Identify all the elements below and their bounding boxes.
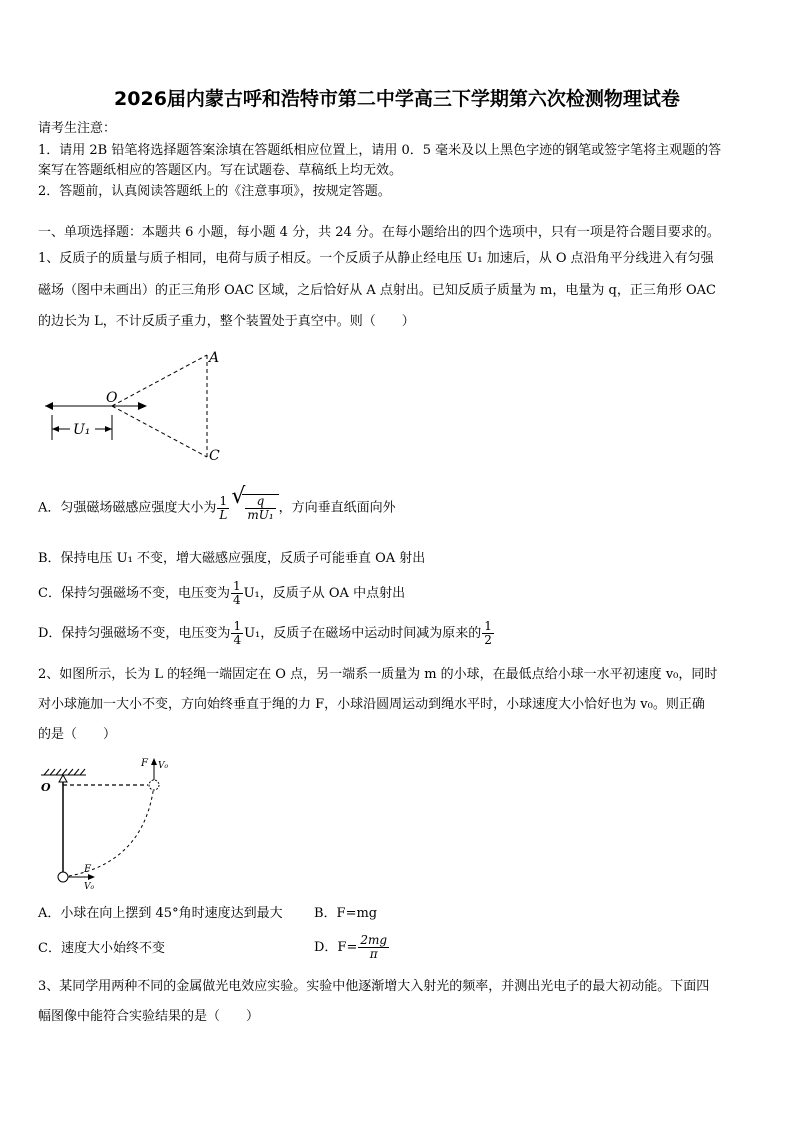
q2-line-1: 2、如图所示，长为 L 的轻绳一端固定在 O 点，另一端系一质量为 m 的小球，在最低点给小球一水平初速度 v₀，同时 <box>38 667 718 682</box>
fig2-label-f-bottom: F <box>84 864 91 875</box>
fig1-label-o: O <box>106 390 118 406</box>
section-heading: 一、单项选择题：本题共 6 小题，每小题 4 分，共 24 分。在每小题给出的四个选项中，只有一项是符合题目要求的。 <box>38 225 720 240</box>
q1-line-3: 的边长为 L，不计反质子重力，整个装置处于真空中。则（ ） <box>38 314 415 329</box>
q1-option-a: A．匀强磁场磁感应强度大小为 $\frac{1}{L}$ √ $\frac{q}{\text{mU₁}}$ ，方向垂直纸面向外 <box>38 494 396 522</box>
q2-option-d: D．F= $\frac{2mg}{\pi}$ <box>314 933 388 961</box>
notice-heading: 请考生注意： <box>38 121 117 136</box>
fig1-label-c: C <box>209 448 220 464</box>
page-title: 2026届内蒙古呼和浩特市第二中学高三下学期第六次检测物理试卷 <box>114 88 680 110</box>
fig1-label-a: A <box>209 350 220 366</box>
fig2-label-o: O <box>41 781 51 794</box>
q1-line-2: 磁场（图中未画出）的正三角形 OAC 区域，之后恰好从 A 点射出。已知反质子质量为 m，电量为 q，正三角形 OAC <box>38 283 716 298</box>
q2-line-3: 的是（ ） <box>38 727 117 742</box>
fig1-label-u1: U₁ <box>73 422 91 438</box>
q2-pendulum-figure <box>36 755 186 895</box>
q2-line-2: 对小球施加一大小不变，方向始终垂直于绳的力 F，小球沿圆周运动到绳水平时，小球速度大小恰好也为 v₀。则正确 <box>38 697 705 712</box>
q1-triangle-figure <box>40 345 240 470</box>
q2-option-b: B．F=mg <box>314 906 378 921</box>
q1-option-b: B．保持电压 U₁ 不变，增大磁感应强度，反质子可能垂直 OA 射出 <box>38 551 426 566</box>
q2-option-a: A．小球在向上摆到 45°角时速度达到最大 <box>38 906 283 921</box>
fig2-label-v0-bottom: V₀ <box>84 882 95 892</box>
notice-line-1b: 案写在答题纸相应的答题区内。写在试题卷、草稿纸上均无效。 <box>38 163 403 178</box>
q1-line-1: 1、反质子的质量与质子相同，电荷与质子相反。一个反质子从静止经电压 U₁ 加速后，从 O 点沿角平分线进入有匀强 <box>38 251 714 266</box>
q1-option-c: C．保持匀强磁场不变，电压变为 $\frac{1}{4}$ U₁，反质子从 OA 中点射出 <box>38 579 406 607</box>
fig2-label-v0-top: V₀ <box>158 761 169 771</box>
fig2-label-f-top: F <box>141 758 148 769</box>
q3-line-2: 幅图像中能符合实验结果的是（ ） <box>38 1009 260 1024</box>
q3-line-1: 3、某同学用两种不同的金属做光电效应实验。实验中他逐渐增大入射光的频率，并测出光电子的最大初动能。下面四 <box>38 979 710 994</box>
q1-option-d: D．保持匀强磁场不变，电压变为 $\frac{1}{4}$ U₁，反质子在磁场中运动时间减为原来的 $\frac{1}{2}$ <box>38 619 492 647</box>
q2-option-c: C．速度大小始终不变 <box>38 941 165 956</box>
notice-line-1a: 1．请用 2B 铅笔将选择题答案涂填在答题纸相应位置上，请用 0．5 毫米及以上黑色字迹的钢笔或签字笔将主观题的答 <box>38 143 722 158</box>
notice-line-2: 2．答题前，认真阅读答题纸上的《注意事项》，按规定答题。 <box>38 184 391 199</box>
